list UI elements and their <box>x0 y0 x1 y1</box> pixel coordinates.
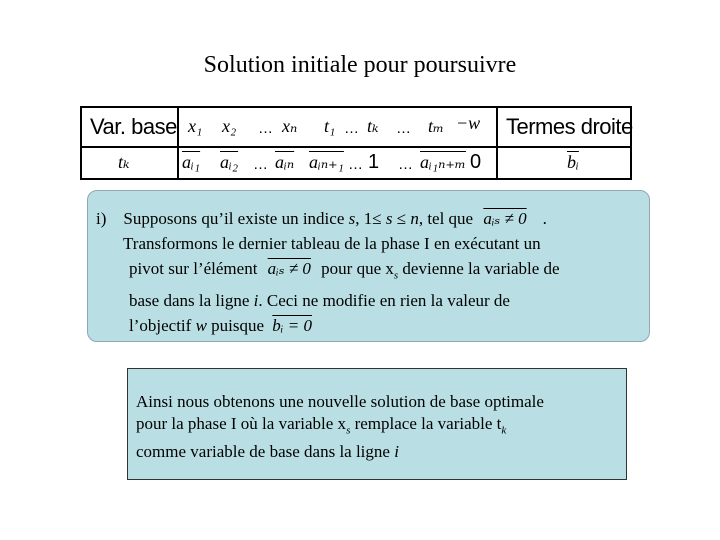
row-bi: $\overline{bᵢ}$ <box>567 152 579 172</box>
header-xn: xₙ <box>282 116 298 136</box>
math-ais-not-zero: aᵢₛ ≠ 0 <box>267 259 311 278</box>
row-basic-var-tk: tₖ <box>118 152 130 172</box>
header-x2: x₂ <box>222 116 237 136</box>
text-segment: ≤ <box>392 209 411 228</box>
math-i: i <box>253 291 259 311</box>
text-segment: l’objectif <box>129 316 196 336</box>
math-bi-equals-zero: bᵢ = 0 <box>272 316 312 336</box>
text-segment: base dans la ligne <box>129 291 254 311</box>
hypothesis-line-5 <box>129 313 684 338</box>
header-tm: tₘ <box>428 116 445 136</box>
page-title: Solution initiale pour poursuivre <box>203 52 517 78</box>
row-dots-2: … <box>348 156 364 173</box>
math-subscript: s <box>346 424 351 437</box>
text-segment: pour la phase I où la variable x <box>136 414 347 433</box>
text-segment: remplace la variable t <box>350 414 502 433</box>
hypothesis-line-3 <box>129 256 684 288</box>
math-i: i <box>394 442 399 462</box>
text-segment: devienne la variable de <box>398 259 560 278</box>
tableau-col-divider <box>496 108 498 178</box>
row-ain-plus-1: aᵢₙ₊₁ <box>309 152 344 172</box>
text-segment: , tel que <box>418 209 478 228</box>
row-ain: $\overline{aᵢ_n}$ <box>275 152 295 172</box>
header-x1: x₁ <box>188 116 203 136</box>
header-dots-1: … <box>258 120 274 137</box>
tableau-row-divider <box>82 146 630 148</box>
math-ais-not-zero: aᵢₛ ≠ 0 <box>483 209 527 228</box>
conclusion-box <box>127 368 627 480</box>
text-segment: . <box>542 209 547 228</box>
simplex-tableau <box>80 106 632 180</box>
row-ai2: aᵢ₂ <box>220 152 239 172</box>
text-segment: puisque <box>206 316 269 336</box>
hypothesis-line-1 <box>96 206 651 231</box>
row-ai1: aᵢ₁ <box>182 152 201 172</box>
header-minus-w: −w <box>456 113 481 133</box>
hypothesis-line-2: Transformons le dernier tableau de la phase I en exécutant un <box>123 234 541 253</box>
math-s: s <box>385 209 393 228</box>
math-subscript: s <box>393 269 399 282</box>
header-tk: tₖ <box>367 116 379 136</box>
header-termes-droite: Termes droite <box>506 114 633 139</box>
conclusion-line-2 <box>136 413 618 441</box>
text-segment: comme variable de base dans la ligne <box>136 442 395 462</box>
row-one: 1 <box>368 151 380 173</box>
math-w: w <box>195 316 207 336</box>
text-segment: pour que x <box>316 259 394 278</box>
header-t1: t₁ <box>324 116 336 136</box>
row-dots-3: … <box>398 156 414 173</box>
hypothesis-text <box>96 206 651 338</box>
row-ai1n-plus-m: aᵢ₁ₙ₊ₘ <box>420 152 466 172</box>
text-segment: . Ceci ne modifie en rien la valeur de <box>258 291 510 311</box>
tableau-col-divider <box>177 108 179 178</box>
header-dots-2: … <box>344 120 360 137</box>
conclusion-line-3 <box>136 441 618 463</box>
header-dots-3: … <box>396 120 412 137</box>
header-var-base: Var. base <box>90 114 177 139</box>
math-subscript: k <box>501 424 507 437</box>
hypothesis-line-4 <box>129 288 684 313</box>
row-dots-1: … <box>253 156 269 173</box>
text-segment: pivot sur l’élément <box>129 259 262 278</box>
math-n: n <box>410 209 419 228</box>
math-s: s <box>348 209 356 228</box>
text-segment: i) Supposons qu’il existe un indice <box>96 209 349 228</box>
conclusion-line-1: Ainsi nous obtenons une nouvelle solution de base optimale <box>136 392 544 411</box>
row-zero: 0 <box>470 151 482 173</box>
text-segment: , 1≤ <box>355 209 386 228</box>
